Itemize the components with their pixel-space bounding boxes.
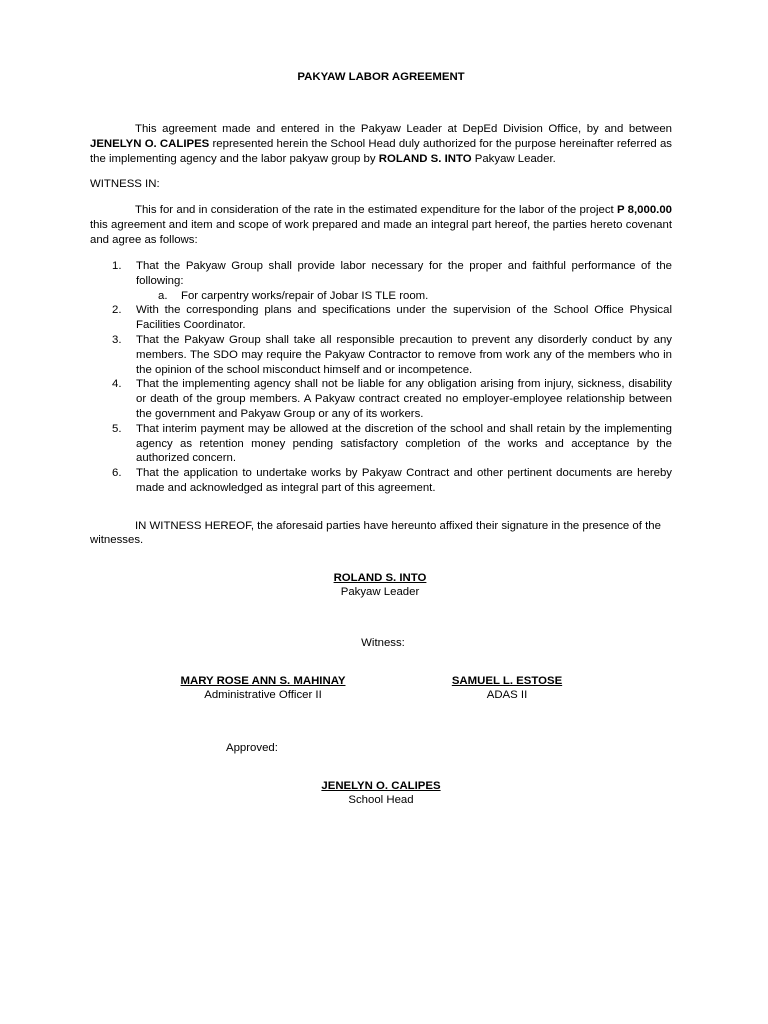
witness1-role: Administrative Officer II bbox=[204, 688, 322, 701]
witness1-name: MARY ROSE ANN S. MAHINAY bbox=[180, 675, 346, 687]
intro-text-2: represented herein the School Head duly authorized for the purpose hereinafter referred as the implementing agency and the labor pakyaw group by bbox=[90, 137, 672, 165]
sub-list-item bbox=[90, 289, 672, 304]
witness-label: Witness: bbox=[361, 637, 405, 649]
list-item bbox=[90, 377, 672, 421]
witness-in-label: WITNESS IN: bbox=[90, 178, 160, 190]
list-item bbox=[90, 303, 672, 333]
intro-paragraph bbox=[90, 122, 672, 166]
witness1-signature-block bbox=[170, 675, 356, 702]
list-item-number: 3. bbox=[112, 333, 122, 346]
list-item-number: 4. bbox=[112, 378, 122, 391]
sub-list-item-letter: a. bbox=[158, 289, 168, 302]
approved-label: Approved: bbox=[226, 742, 278, 754]
intro-text-1: This agreement made and entered in the Pakyaw Leader at DepEd Division Office, by and between bbox=[135, 123, 672, 135]
in-witness-paragraph: IN WITNESS HEREOF, the aforesaid parties have hereunto affixed their signature in the presence of the witnesses. bbox=[90, 520, 661, 546]
list-item-text: That the implementing agency shall not be liable for any obligation arising from injury, sickness, disability or death of the group members. A Pakyaw contract created no employer-employee relationship between the government and Pakyaw Group or any of its workers. bbox=[136, 378, 672, 420]
list-item bbox=[90, 466, 672, 496]
list-item bbox=[90, 422, 672, 466]
list-item-number: 2. bbox=[112, 304, 122, 317]
witness2-name: SAMUEL L. ESTOSE bbox=[451, 675, 563, 687]
list-item-number: 1. bbox=[112, 260, 122, 272]
intro-text-3: Pakyaw Leader. bbox=[471, 152, 556, 165]
witness2-role: ADAS II bbox=[486, 688, 528, 701]
intro-name-leader: ROLAND S. INTO bbox=[378, 152, 472, 165]
terms-list bbox=[90, 259, 672, 496]
list-item-number: 6. bbox=[112, 467, 122, 480]
list-item-text: That the Pakyaw Group shall take all responsible precaution to prevent any disorderly conduct by any members. The SDO may require the Pakyaw Contractor to remove from work any of the members who in the opinion of the school misconduct himself and or incompetence. bbox=[136, 333, 672, 376]
leader-signature-block bbox=[300, 572, 460, 599]
sub-list-item-text: For carpentry works/repair of Jobar IS TLE room. bbox=[181, 289, 429, 302]
list-item-text: That the application to undertake works by Pakyaw Contract and other pertinent documents are hereby made and acknowledged as integral part of this agreement. bbox=[136, 467, 672, 494]
project-amount: P 8,000.00 bbox=[616, 204, 672, 216]
list-item-text: That the Pakyaw Group shall provide labor necessary for the proper and faithful performance of the following: bbox=[136, 260, 672, 287]
document-title: PAKYAW LABOR AGREEMENT bbox=[297, 71, 465, 83]
list-item-number: 5. bbox=[112, 422, 122, 435]
head-role: School Head bbox=[348, 793, 414, 806]
list-item bbox=[90, 259, 672, 303]
consideration-paragraph bbox=[90, 203, 672, 247]
witness2-signature-block bbox=[432, 675, 582, 702]
consideration-text-1: This for and in consideration of the rate in the estimated expenditure for the labor of the project bbox=[135, 204, 617, 216]
head-signature-block bbox=[300, 780, 462, 807]
leader-role: Pakyaw Leader bbox=[340, 585, 420, 598]
list-item-text: That interim payment may be allowed at the discretion of the school and shall retain by the implementing agency as retention money pending satisfactory completion of the works and acceptance by the authorized concern. bbox=[136, 422, 672, 465]
consideration-text-2: this agreement and item and scope of work prepared and made an integral part hereof, the parties hereto covenant and agree as follows: bbox=[90, 218, 672, 246]
intro-name-head: JENELYN O. CALIPES bbox=[90, 137, 210, 150]
head-name: JENELYN O. CALIPES bbox=[321, 780, 441, 792]
list-item-text: With the corresponding plans and specifications under the supervision of the School Office Physical Facilities Coordinator. bbox=[136, 304, 672, 332]
leader-name: ROLAND S. INTO bbox=[333, 572, 427, 584]
list-item bbox=[90, 333, 672, 377]
